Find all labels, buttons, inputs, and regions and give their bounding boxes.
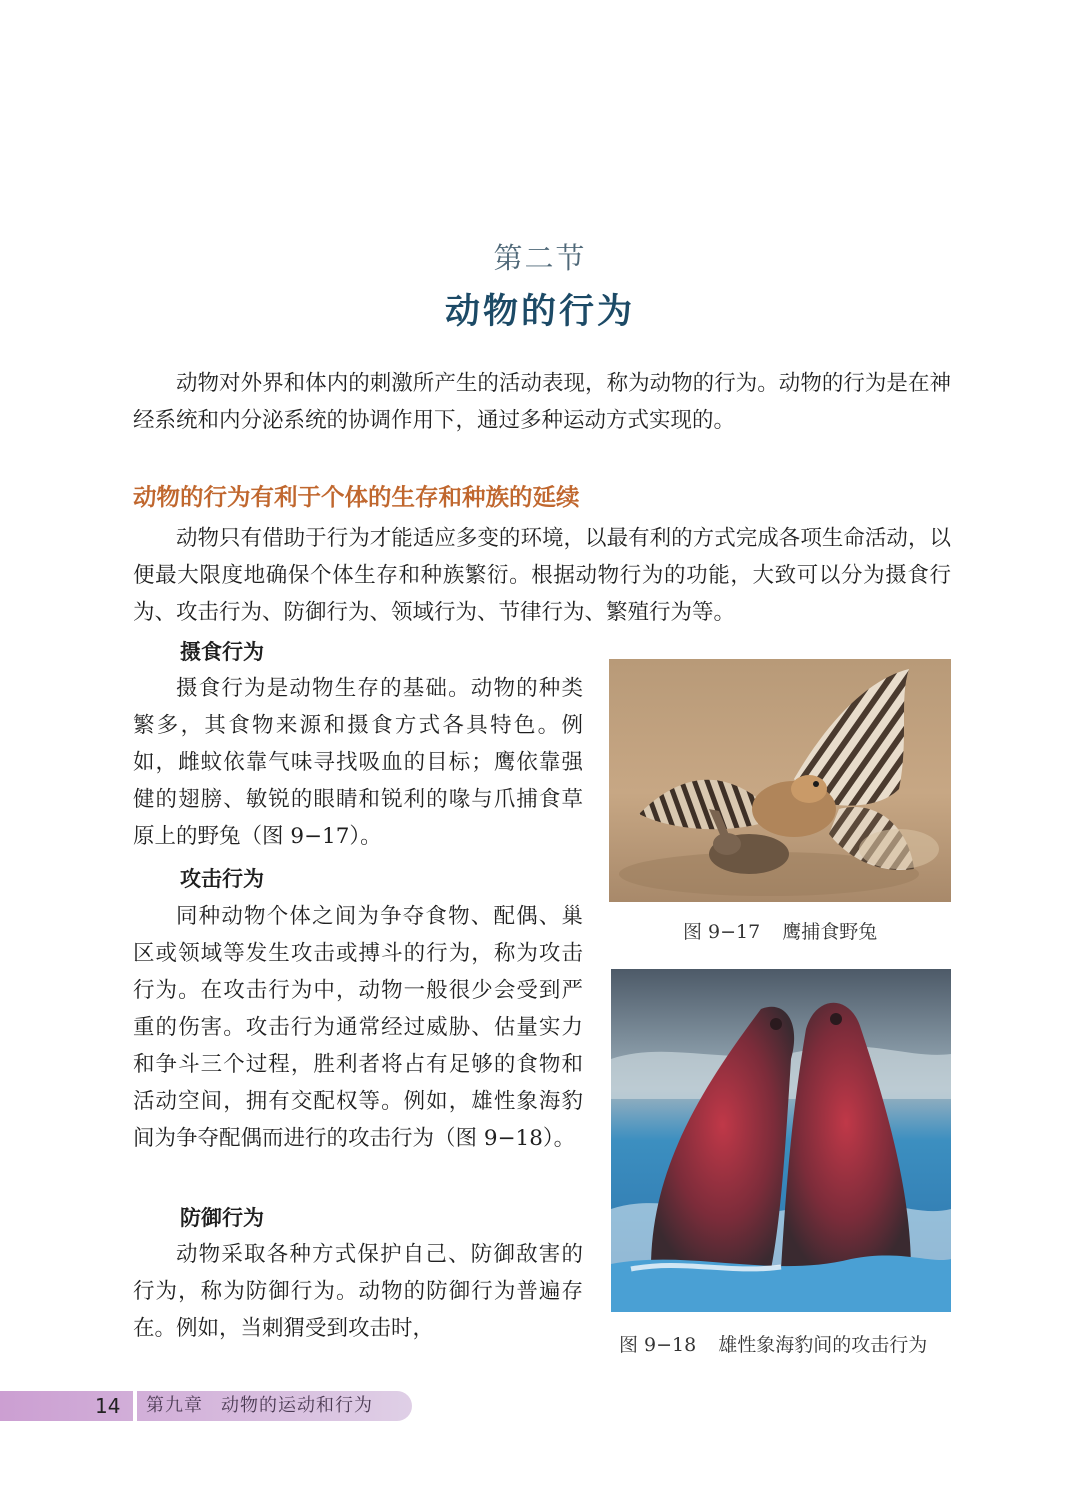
figure-9-18-text: 雄性象海豹间的攻击行为: [718, 1334, 928, 1356]
behavior-types-paragraph: 动物只有借助于行为才能适应多变的环境，以最有利的方式完成各项生命活动，以便最大限度地确保个体生存和种族繁衍。根据动物行为的功能，大致可以分为摄食行为、攻击行为、防御行为、领域行为、节律行为、繁殖行为等。: [133, 526, 951, 625]
feeding-subheading: 摄食行为: [180, 640, 264, 664]
page-title: 动物的行为: [444, 292, 635, 332]
attack-paragraph: 同种动物个体之间为争夺食物、配偶、巢区或领域等发生攻击或搏斗的行为，称为攻击行为。在攻击行为中，动物一般很少会受到严重的伤害。攻击行为通常经过威胁、估量实力和争斗三个过程，胜利者将占有足够的食物和活动空间，拥有交配权等。例如，雄性象海豹间为争夺配偶而进行的攻击行为（图 9−18）。: [133, 904, 583, 1151]
defense-subheading: 防御行为: [180, 1206, 264, 1230]
figure-9-18-caption: [619, 1330, 927, 1357]
footer-chapter: [146, 1391, 373, 1421]
figure-9-17-number: 图 9−17: [683, 921, 761, 943]
intro-paragraph: 动物对外界和体内的刺激所产生的活动表现，称为动物的行为。动物的行为是在神经系统和内分泌系统的协调作用下，通过多种运动方式实现的。: [133, 371, 951, 433]
page-number: 14: [95, 1394, 121, 1418]
figure-9-17-text: 鹰捕食野兔: [782, 921, 878, 943]
elephant-seals-photo: [611, 969, 951, 1312]
section-heading: 动物的行为有利于个体的生存和种族的延续: [133, 483, 580, 511]
footer-chapter-title: 动物的运动和行为: [221, 1395, 373, 1416]
attack-subheading: 攻击行为: [180, 867, 264, 891]
figure-9-18-number: 图 9−18: [619, 1334, 697, 1356]
figure-9-17-caption: [683, 917, 877, 944]
section-label: 第二节: [493, 241, 587, 275]
defense-paragraph: 动物采取各种方式保护自己、防御敌害的行为，称为防御行为。动物的防御行为普遍存在。例如，当刺猬受到攻击时，: [133, 1242, 583, 1341]
footer-divider: [133, 1391, 137, 1421]
footer-chapter-number: 第九章: [146, 1395, 203, 1416]
hawk-hare-photo: [609, 659, 951, 902]
feeding-paragraph: 摄食行为是动物生存的基础。动物的种类繁多，其食物来源和摄食方式各具特色。例如，雌蚊依靠气味寻找吸血的目标；鹰依靠强健的翅膀、敏锐的眼睛和锐利的喙与爪捕食草原上的野兔（图 9−17）。: [133, 676, 583, 849]
